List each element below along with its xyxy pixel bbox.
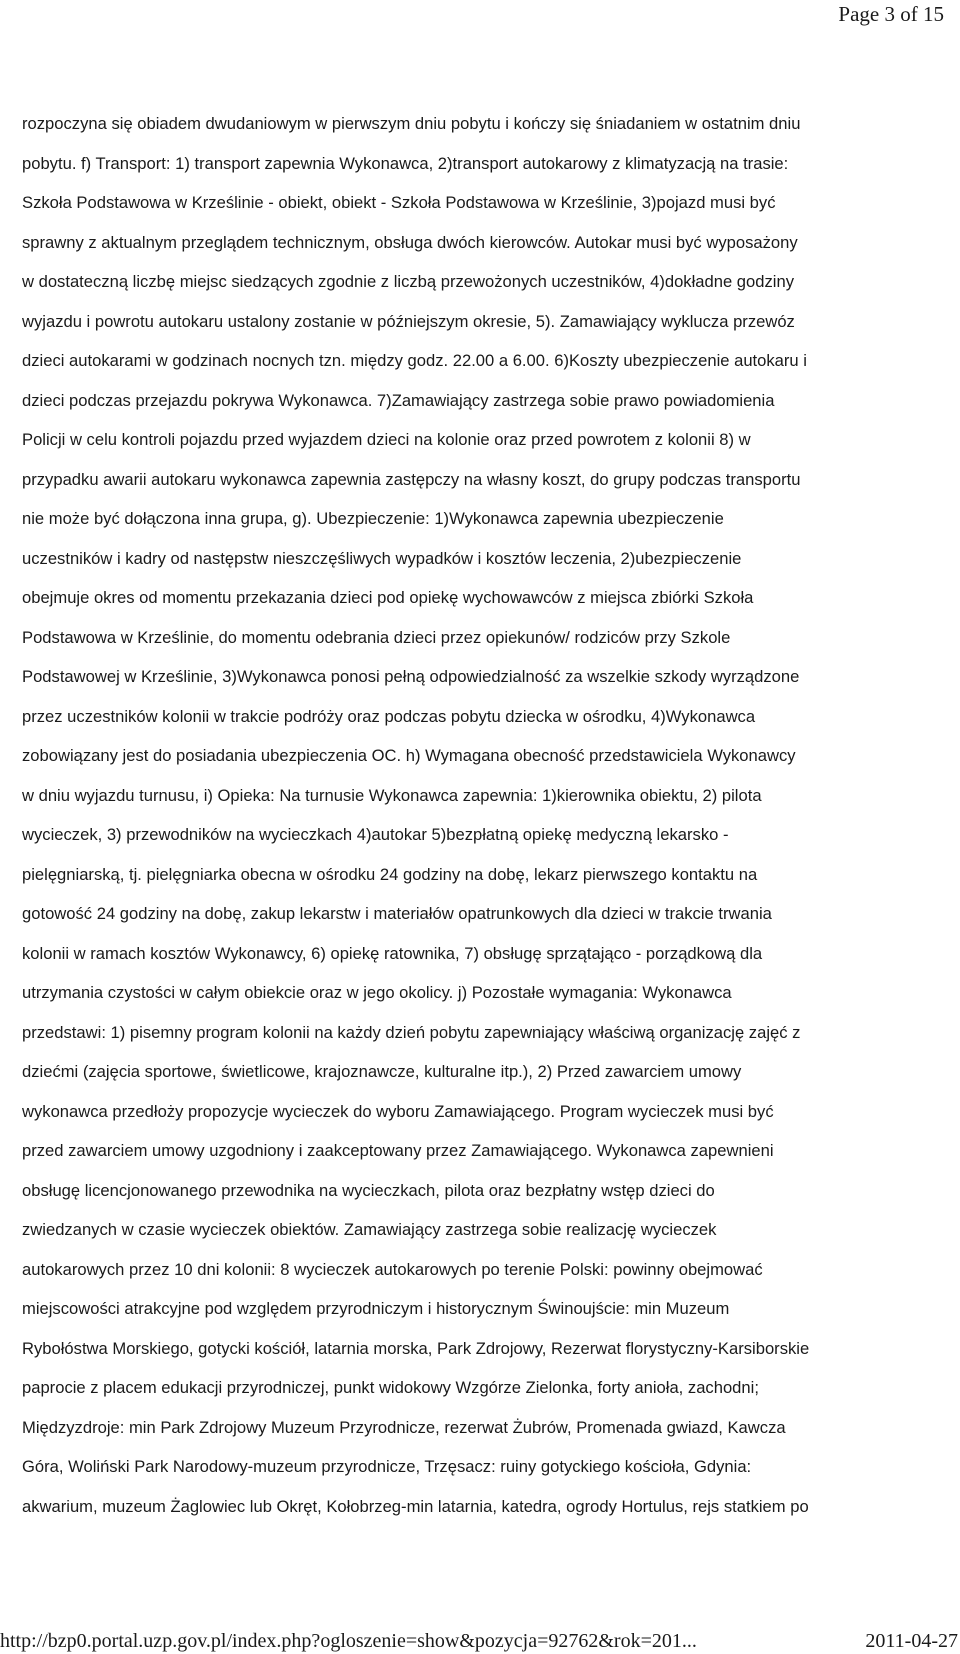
page-number: Page 3 of 15 xyxy=(838,2,944,26)
text-line: Podstawowa w Krześlinie, do momentu odebrania dzieci przez opiekunów/ rodziców przy Szkole xyxy=(22,627,731,647)
text-line: Podstawowej w Krześlinie, 3)Wykonawca ponosi pełną odpowiedzialność za wszelkie szkody wyrządzone xyxy=(22,667,800,686)
text-line: gotowość 24 godziny na dobę, zakup lekarstw i materiałów opatrunkowych dla dzieci w trakcie trwania xyxy=(22,904,772,923)
text-line: przypadku awarii autokaru wykonawca zapewnia zastępczy na własny koszt, do grupy podczas transportu xyxy=(22,469,801,489)
text-line: nie może być dołączona inna grupa, g). Ubezpieczenie: 1)Wykonawca zapewnia ubezpieczenie xyxy=(22,509,724,528)
text-line: dzieci podczas przejazdu pokrywa Wykonawca. 7)Zamawiający zastrzega sobie prawo powiadomienia xyxy=(22,390,775,410)
text-line: kolonii w ramach kosztów Wykonawcy, 6) opiekę ratownika, 7) obsługę sprzątająco - porządkową dla xyxy=(22,943,763,963)
text-line: Góra, Woliński Park Narodowy-muzeum przyrodnicze, Trzęsacz: ruiny gotyckiego kościoła, Gdynia: xyxy=(22,1457,752,1476)
footer-date: 2011-04-27 xyxy=(865,1630,958,1652)
text-line: paprocie z placem edukacji przyrodniczej, punkt widokowy Wzgórze Zielonka, forty anioła, zachodni; xyxy=(22,1378,759,1397)
text-line: przedstawi: 1) pisemny program kolonii na każdy dzień pobytu zapewniający właściwą organizację zajęć z xyxy=(22,1022,801,1042)
text-line: dziećmi (zajęcia sportowe, świetlicowe, krajoznawcze, kulturalne itp.), 2) Przed zawarciem umowy xyxy=(22,1062,742,1081)
text-line: Szkoła Podstawowa w Krześlinie - obiekt, obiekt - Szkoła Podstawowa w Krześlinie, 3)pojazd musi być xyxy=(22,193,776,212)
text-line: pobytu. f) Transport: 1) transport zapewnia Wykonawca, 2)transport autokarowy z klimatyzacją na trasie: xyxy=(22,153,789,173)
page-footer xyxy=(0,1628,958,1654)
text-line: utrzymania czystości w całym obiekcie oraz w jego okolicy. j) Pozostałe wymagania: Wykonawca xyxy=(22,983,732,1002)
text-line: autokarowych przez 10 dni kolonii: 8 wycieczek autokarowych po terenie Polski: powinny obejmować xyxy=(22,1259,763,1279)
text-line: pielęgniarską, tj. pielęgniarka obecna w ośrodku 24 godziny na dobę, lekarz pierwszego kontaktu na xyxy=(22,864,758,884)
text-line: zobowiązany jest do posiadania ubezpieczenia OC. h) Wymagana obecność przedstawiciela Wykonawcy xyxy=(22,746,796,765)
document-body xyxy=(22,104,952,1526)
text-line: wykonawca przedłoży propozycje wycieczek do wyboru Zamawiającego. Program wycieczek musi być xyxy=(22,1101,774,1121)
text-line: zwiedzanych w czasie wycieczek obiektów. Zamawiający zastrzega sobie realizację wycieczek xyxy=(22,1220,717,1239)
text-line: akwarium, muzeum Żaglowiec lub Okręt, Kołobrzeg-min latarnia, katedra, ogrody Hortulus, rejs statkiem po xyxy=(22,1496,809,1516)
text-line: Policji w celu kontroli pojazdu przed wyjazdem dzieci na kolonie oraz przed powrotem z kolonii 8) w xyxy=(22,430,751,449)
text-line: wycieczek, 3) przewodników na wycieczkach 4)autokar 5)bezpłatną opiekę medyczną lekarsko - xyxy=(22,825,729,844)
text-line: obsługę licencjonowanego przewodnika na wycieczkach, pilota oraz bezpłatny wstęp dzieci do xyxy=(22,1180,715,1200)
text-line: dzieci autokarami w godzinach nocnych tzn. między godz. 22.00 a 6.00. 6)Koszty ubezpieczenie autokaru i xyxy=(22,351,807,370)
text-line: sprawny z aktualnym przeglądem technicznym, obsługa dwóch kierowców. Autokar musi być wyposażony xyxy=(22,232,798,252)
text-line: wyjazdu i powrotu autokaru ustalony zostanie w późniejszym okresie, 5). Zamawiający wyklucza przewóz xyxy=(22,311,795,331)
text-line: przez uczestników kolonii w trakcie podróży oraz podczas pobytu dziecka w ośrodku, 4)Wykonawca xyxy=(22,706,756,726)
text-line: przed zawarciem umowy uzgodniony i zaakceptowany przez Zamawiającego. Wykonawca zapewnieni xyxy=(22,1141,774,1160)
text-line: obejmuje okres od momentu przekazania dzieci pod opiekę wychowawców z miejsca zbiórki Szkoła xyxy=(22,588,754,607)
text-line: w dniu wyjazdu turnusu, i) Opieka: Na turnusie Wykonawca zapewnia: 1)kierownika obiektu, 2) pilota xyxy=(22,785,762,805)
text-line: rozpoczyna się obiadem dwudaniowym w pierwszym dniu pobytu i kończy się śniadaniem w ostatnim dniu xyxy=(22,114,801,133)
footer-url[interactable]: http://bzp0.portal.uzp.gov.pl/index.php?ogloszenie=show&pozycja=92762&rok=201... xyxy=(0,1630,697,1652)
text-line: uczestników i kadry od następstw nieszczęśliwych wypadków i kosztów leczenia, 2)ubezpieczenie xyxy=(22,548,742,568)
text-line: Rybołóstwa Morskiego, gotycki kościół, latarnia morska, Park Zdrojowy, Rezerwat florystyczny-Karsiborskie xyxy=(22,1338,810,1358)
text-line: w dostateczną liczbę miejsc siedzących zgodnie z liczbą przewożonych uczestników, 4)dokładne godziny xyxy=(22,272,795,291)
text-line: miejscowości atrakcyjne pod względem przyrodniczym i historycznym Świnoujście: min Muzeum xyxy=(22,1299,730,1318)
text-line: Międzyzdroje: min Park Zdrojowy Muzeum Przyrodnicze, rezerwat Żubrów, Promenada gwiazd, Kawcza xyxy=(22,1417,786,1437)
